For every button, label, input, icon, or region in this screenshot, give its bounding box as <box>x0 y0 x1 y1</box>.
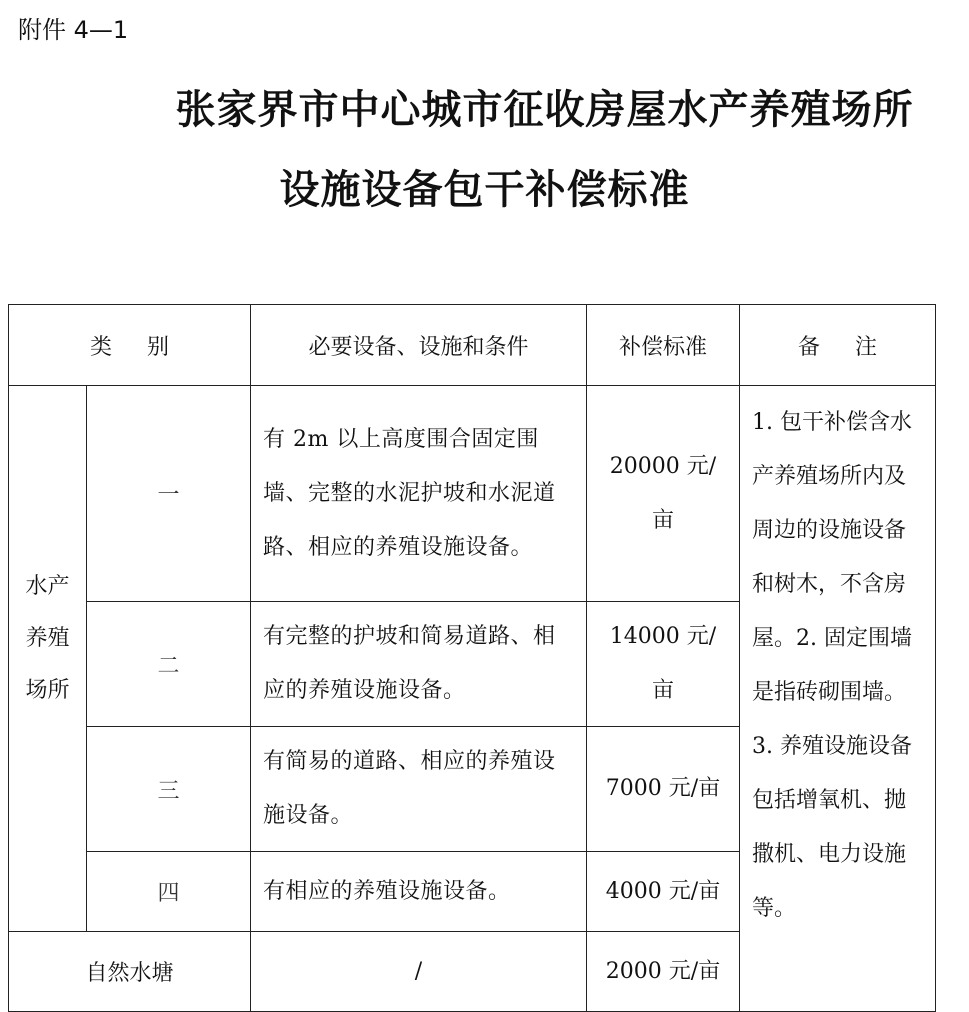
attachment-label: 附件 4—1 <box>18 16 129 44</box>
standard-cell: 4000 元/亩 <box>587 852 740 932</box>
compensation-table <box>8 304 936 1012</box>
group-label-cell <box>9 386 87 932</box>
standard-cell <box>587 602 740 727</box>
level-cell: 四 <box>87 852 251 932</box>
header-category: 类 别 <box>9 305 251 386</box>
level-cell: 三 <box>87 727 251 852</box>
table-row <box>9 386 936 602</box>
natural-pond-label: 自然水塘 <box>9 932 251 1012</box>
conditions-cell: 有 2m 以上高度围合固定围墙、完整的水泥护坡和水泥道路、相应的养殖设施设备。 <box>251 386 587 602</box>
level-cell: 二 <box>87 602 251 727</box>
standard-value: 20000 元/亩 <box>609 453 717 533</box>
standard-cell <box>587 386 740 602</box>
conditions-cell: 有完整的护坡和简易道路、相应的养殖设施设备。 <box>251 602 587 727</box>
natural-pond-conditions: / <box>251 932 587 1012</box>
header-conditions: 必要设备、设施和条件 <box>251 305 587 386</box>
conditions-cell: 有简易的道路、相应的养殖设施设备。 <box>251 727 587 852</box>
conditions-cell: 有相应的养殖设施设备。 <box>251 852 587 932</box>
natural-pond-standard: 2000 元/亩 <box>587 932 740 1012</box>
remarks-cell: 1. 包干补偿含水产养殖场所内及周边的设施设备和树木，不含房屋。2. 固定围墙是指砖砌围墙。3. 养殖设施设备包括增氧机、抛撒机、电力设施等。 <box>740 386 936 1012</box>
group-label: 水产养殖场所 <box>25 573 70 703</box>
document-title-line1: 张家界市中心城市征收房屋水产养殖场所 <box>175 87 914 133</box>
header-remarks: 备 注 <box>740 305 936 386</box>
standard-cell: 7000 元/亩 <box>587 727 740 852</box>
level-cell: 一 <box>87 386 251 602</box>
standard-value: 14000 元/亩 <box>609 624 717 703</box>
header-standard: 补偿标准 <box>587 305 740 386</box>
table-header-row <box>9 305 936 386</box>
document-title-line2: 设施设备包干补偿标准 <box>279 167 690 213</box>
